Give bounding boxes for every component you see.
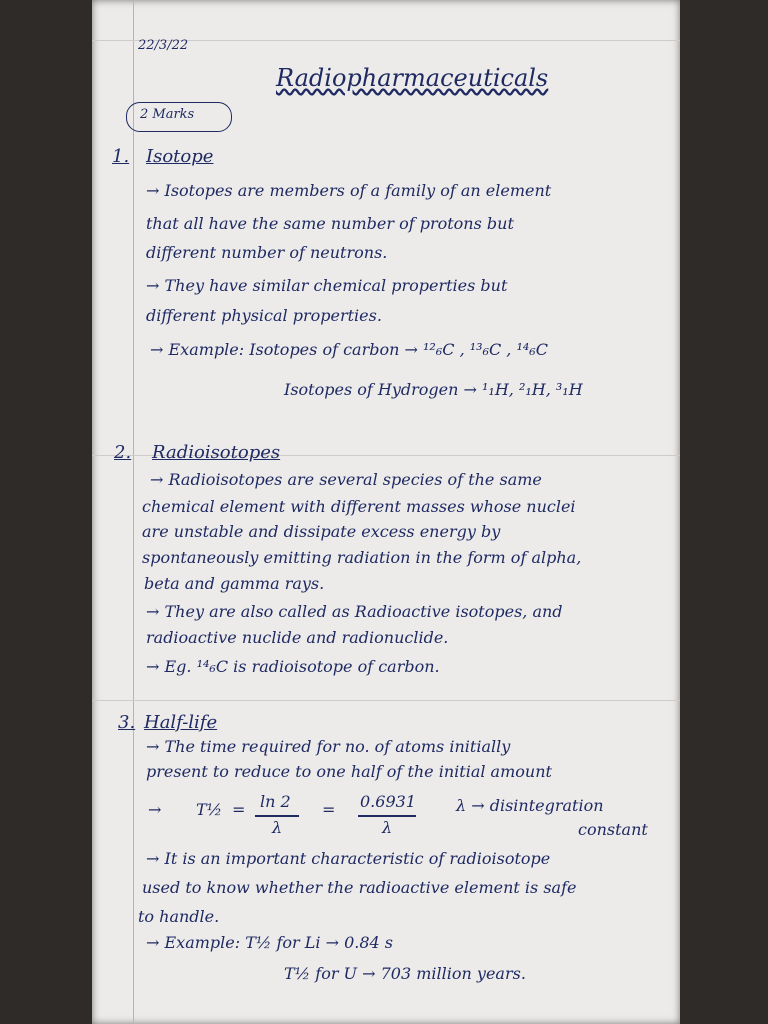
text-line: beta and gamma rays. xyxy=(144,574,325,593)
section-heading: Isotope xyxy=(146,146,214,167)
text-line: → Example: T½ for Li → 0.84 s xyxy=(146,933,394,952)
text-line: → Isotopes are members of a family of an element xyxy=(146,181,552,200)
text-line: → The time required for no. of atoms initially xyxy=(146,737,511,756)
text-line: → Eg. ¹⁴₆C is radioisotope of carbon. xyxy=(146,657,440,676)
text-line: → Radioisotopes are several species of the same xyxy=(150,470,542,489)
text-line: → It is an important characteristic of radioisotope xyxy=(146,849,551,868)
formula-numerator: 0.6931 xyxy=(360,792,416,811)
formula-note: λ → disintegration xyxy=(456,796,604,815)
text-line: T½ for U → 703 million years. xyxy=(284,964,526,983)
section-heading: Half-life xyxy=(144,712,218,733)
date: 22/3/22 xyxy=(138,38,189,53)
ruled-line xyxy=(92,700,680,701)
text-line: spontaneously emitting radiation in the form of alpha, xyxy=(142,548,582,567)
text-line: → They are also called as Radioactive isotopes, and xyxy=(146,602,563,621)
text-line: present to reduce to one half of the initial amount xyxy=(146,762,552,781)
formula-numerator: ln 2 xyxy=(260,792,291,811)
fraction-bar xyxy=(255,815,299,817)
text-line: that all have the same number of protons but xyxy=(146,214,514,233)
formula-equals: = xyxy=(322,800,336,819)
marks-badge-label: 2 Marks xyxy=(140,107,195,122)
formula-equals: = xyxy=(232,800,246,819)
section-heading: Radioisotopes xyxy=(152,442,281,463)
text-line: Isotopes of Hydrogen → ¹₁H, ²₁H, ³₁H xyxy=(284,380,583,399)
formula-denominator: λ xyxy=(272,818,283,837)
fraction-bar xyxy=(358,815,416,817)
text-line: chemical element with different masses whose nuclei xyxy=(142,497,576,516)
text-line: to handle. xyxy=(138,907,220,926)
formula-arrow: → xyxy=(148,800,162,819)
section-number: 1. xyxy=(112,146,130,167)
text-line: → Example: Isotopes of carbon → ¹²₆C , ¹³₆C , ¹⁴₆C xyxy=(150,340,548,359)
text-line: radioactive nuclide and radionuclide. xyxy=(146,628,449,647)
text-line: different number of neutrons. xyxy=(146,243,388,262)
text-line: → They have similar chemical properties but xyxy=(146,276,508,295)
page-title: Radiopharmaceuticals xyxy=(276,64,549,92)
section-number: 3. xyxy=(118,712,136,733)
text-line: are unstable and dissipate excess energy by xyxy=(142,522,501,541)
section-number: 2. xyxy=(114,442,132,463)
text-line: used to know whether the radioactive element is safe xyxy=(142,878,577,897)
margin-line xyxy=(133,0,134,1024)
text-line: different physical properties. xyxy=(146,306,382,325)
formula-denominator: λ xyxy=(382,818,393,837)
formula-note: constant xyxy=(578,820,648,839)
formula-lhs: T½ xyxy=(196,800,223,819)
